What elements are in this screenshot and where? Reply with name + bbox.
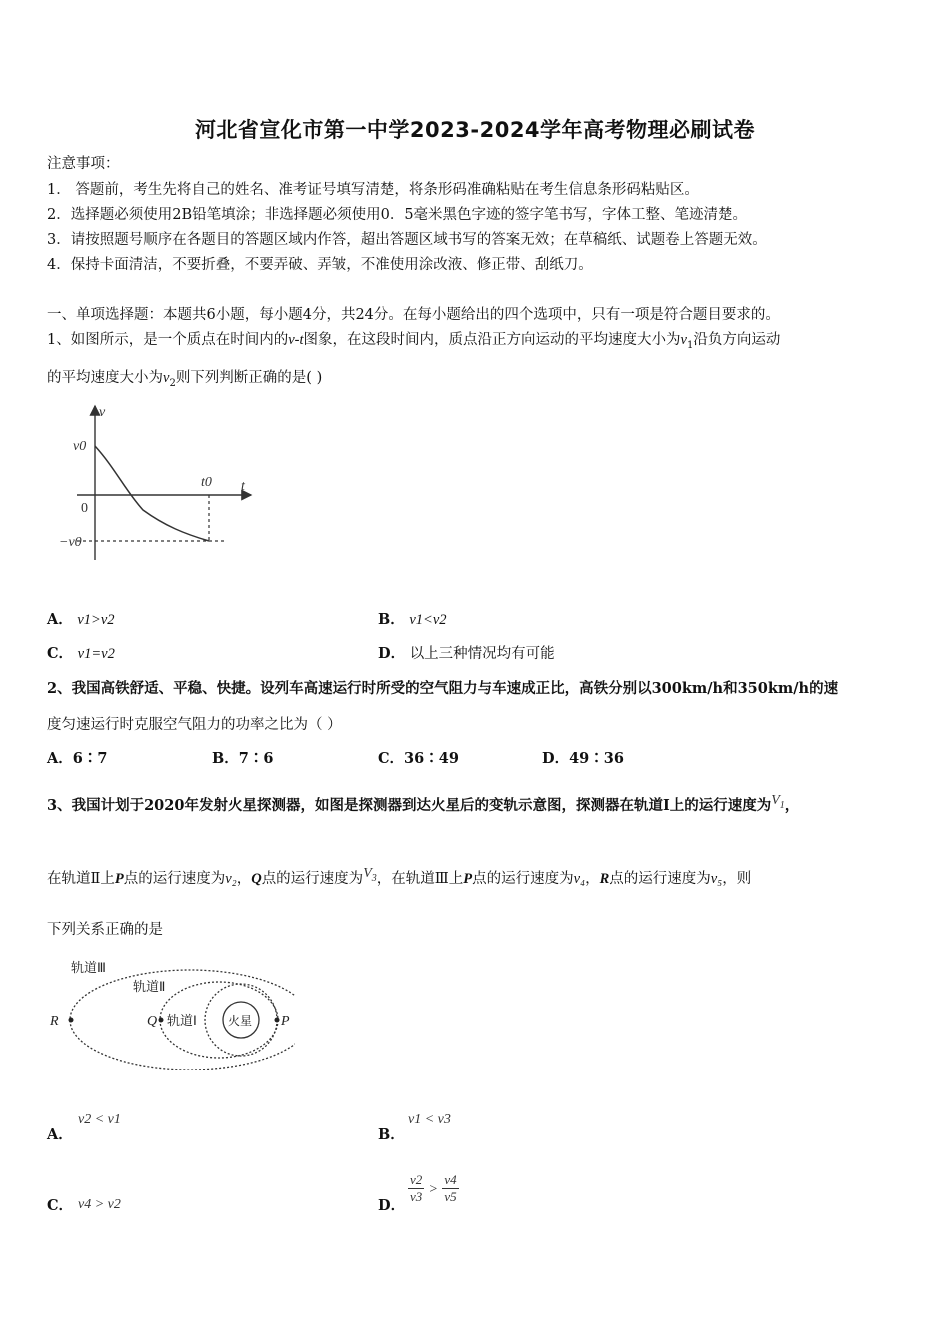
notice-item: 3．请按照题号顺序在各题目的答题区域内作答，超出答题区域书写的答案无效；在草稿纸、试题卷上答题无效。 [47, 232, 767, 248]
orbit-2-label: 轨道Ⅱ [133, 979, 166, 994]
q3-option-a-expr: v2 < v1 [78, 1112, 121, 1127]
vt-curve [95, 446, 209, 541]
q3-option-c-expr: v4 > v2 [78, 1197, 121, 1212]
point-p [275, 1018, 280, 1023]
q2-stem-line2: 度匀速运行时克服空气阻力的功率之比为（ ） [47, 717, 342, 733]
q-label: Q [147, 1014, 158, 1029]
notice-item: 1． 答题前，考生先将自己的姓名、准考证号填写清楚，将条形码准确粘贴在考生信息条形码粘贴区。 [47, 182, 699, 198]
r-label: R [50, 1014, 59, 1029]
notice-item: 4．保持卡面清洁，不要折叠，不要弄破、弄皱，不准使用涂改液、修正带、刮纸刀。 [47, 257, 593, 273]
orbit-3-label: 轨道Ⅲ [71, 960, 106, 975]
v0-label: v0 [73, 439, 87, 454]
q3-option-c[interactable]: C． [47, 1197, 74, 1214]
notice-item: 2．选择题必须使用2B铅笔填涂；非选择题必须使用0．5毫米黑色字迹的签字笔书写，字体工整、笔迹清楚。 [47, 207, 748, 223]
q2-stem-line1: 2、我国高铁舒适、平稳、快捷。设列车高速运行时所受的空气阻力与车速成正比，高铁分别以300km/h和350km/h的速 [47, 680, 839, 697]
q1-option-d[interactable]: D． 以上三种情况均有可能 [378, 645, 555, 662]
fraction: $\frac{v4}{v5}$ [444, 1172, 457, 1204]
t0-label: t0 [201, 475, 212, 490]
point-r [69, 1018, 74, 1023]
q3-option-d[interactable]: D． [378, 1197, 406, 1214]
q1-option-a[interactable]: A． v1>v2 [47, 611, 115, 628]
q3-option-a[interactable]: A． [47, 1126, 73, 1143]
q3-option-b-expr: v1 < v3 [408, 1112, 451, 1127]
q3-stem-line1: 3、我国计划于2020年发射火星探测器，如图是探测器到达火星后的变轨示意图，探测器在轨道Ⅰ上的运行速度为$V_1$， [47, 793, 800, 814]
neg-v0-label: −v0 [59, 535, 82, 550]
q3-option-d-expr: $\frac{v2}{v3}$ > $\frac{v4}{v5}$ [410, 1172, 457, 1204]
point-q [159, 1018, 164, 1023]
q2-option-c[interactable]: C．36∶49 [378, 750, 459, 767]
orbit-1-label: 轨道Ⅰ [167, 1013, 197, 1028]
notice-heading: 注意事项： [47, 156, 120, 172]
mars-label: 火星 [228, 1014, 253, 1028]
q1-option-c[interactable]: C． v1=v2 [47, 645, 115, 662]
q3-option-b[interactable]: B． [378, 1126, 405, 1143]
p-label: P [281, 1014, 290, 1029]
q3-stem-line2: 在轨道Ⅱ上P点的运行速度为v₂，Q点的运行速度为$V_3$，在轨道Ⅲ上P点的运行速度为v₄，R点的运行速度为v₅，则 [47, 866, 752, 887]
q1-option-b[interactable]: B． v1<v2 [378, 611, 447, 628]
q2-option-d[interactable]: D．49∶36 [542, 750, 624, 767]
q1-stem-line1: 1、如图所示，是一个质点在时间内的v-t图象，在这段时间内，质点沿正方向运动的平均速度大小为$v_1$沿负方向运动 [47, 332, 781, 351]
q3-orbit-diagram [45, 955, 295, 1070]
t-axis-label: t [241, 479, 245, 494]
fraction: $\frac{v2}{v3}$ [410, 1172, 423, 1204]
origin-label: 0 [81, 501, 88, 516]
section-heading: 一、单项选择题：本题共6小题，每小题4分，共24分。在每小题给出的四个选项中，只有一项是符合题目要求的。 [47, 307, 780, 323]
q1-vt-graph [55, 398, 265, 568]
v-axis-label: v [99, 405, 106, 420]
page-title: 河北省宣化市第一中学2023-2024学年高考物理必刷试卷 [194, 118, 756, 142]
q2-option-a[interactable]: A．6∶7 [47, 750, 108, 767]
q2-option-b[interactable]: B．7∶6 [212, 750, 274, 767]
q1-stem-line2: 的平均速度大小为$v_2$则下列判断正确的是( ) [47, 370, 323, 389]
q3-stem-line3: 下列关系正确的是 [47, 922, 163, 938]
